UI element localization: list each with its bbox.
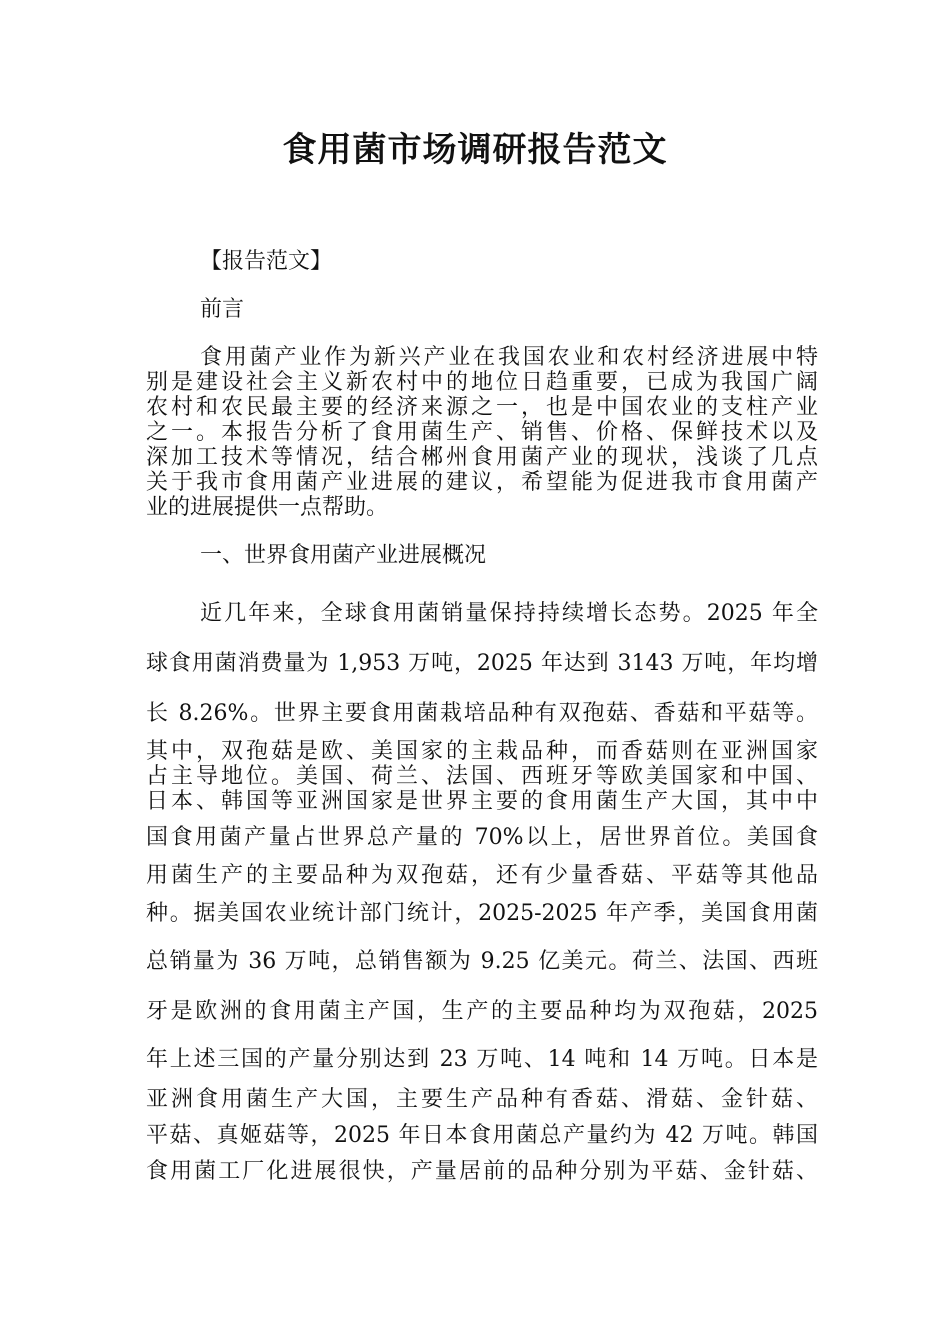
- paragraph-line: 食用菌产业作为新兴产业在我国农业和农村经济进展中特: [200, 345, 818, 370]
- paragraph-line: 别是建设社会主义新农村中的地位日趋重要，已成为我国广阔: [146, 370, 818, 395]
- paragraph-line: 平菇、真姬菇等，2025 年日本食用菌总产量约为 42 万吨。韩国: [146, 1123, 818, 1148]
- paragraph-line: 用菌生产的主要品种为双孢菇，还有少量香菇、平菇等其他品: [146, 863, 818, 888]
- paragraph-line: 食用菌工厂化进展很快，产量居前的品种分别为平菇、金针菇、: [146, 1159, 818, 1184]
- paragraph-line: 种。据美国农业统计部门统计，2025-2025 年产季，美国食用菌: [146, 901, 818, 926]
- paragraph-line: 近几年来，全球食用菌销量保持持续增长态势。2025 年全: [200, 601, 818, 626]
- paragraph-line: 国食用菌产量占世界总产量的 70%以上，居世界首位。美国食: [146, 825, 818, 850]
- paragraph-line: 业的进展提供一点帮助。: [146, 495, 389, 520]
- paragraph-line: 深加工技术等情况，结合郴州食用菌产业的现状，浅谈了几点: [146, 445, 818, 470]
- paragraph-line: 之一。本报告分析了食用菌生产、销售、价格、保鲜技术以及: [146, 420, 818, 445]
- document-title: 食用菌市场调研报告范文: [282, 130, 668, 170]
- paragraph-line: 球食用菌消费量为 1,953 万吨，2025 年达到 3143 万吨，年均增: [146, 651, 818, 676]
- section-heading: 一、世界食用菌产业进展概况: [200, 543, 487, 568]
- preface-heading: 前言: [200, 297, 245, 322]
- paragraph-line: 其中，双孢菇是欧、美国家的主栽品种，而香菇则在亚洲国家: [146, 739, 818, 764]
- paragraph-line: 关于我市食用菌产业进展的建议，希望能为促进我市食用菌产: [146, 470, 818, 495]
- paragraph-line: 牙是欧洲的食用菌主产国，生产的主要品种均为双孢菇，2025: [146, 999, 818, 1024]
- paragraph-line: 年上述三国的产量分别达到 23 万吨、14 吨和 14 万吨。日本是: [146, 1047, 818, 1072]
- paragraph-line: 总销量为 36 万吨，总销售额为 9.25 亿美元。荷兰、法国、西班: [146, 949, 818, 974]
- paragraph-line: 农村和农民最主要的经济来源之一，也是中国农业的支柱产业: [146, 395, 818, 420]
- paragraph-line: 日本、韩国等亚洲国家是世界主要的食用菌生产大国，其中中: [146, 789, 818, 814]
- report-label: 【报告范文】: [200, 249, 333, 274]
- paragraph-line: 亚洲食用菌生产大国，主要生产品种有香菇、滑菇、金针菇、: [146, 1087, 818, 1112]
- paragraph-line: 占主导地位。美国、荷兰、法国、西班牙等欧美国家和中国、: [146, 764, 818, 789]
- paragraph-line: 长 8.26%。世界主要食用菌栽培品种有双孢菇、香菇和平菇等。: [146, 701, 818, 726]
